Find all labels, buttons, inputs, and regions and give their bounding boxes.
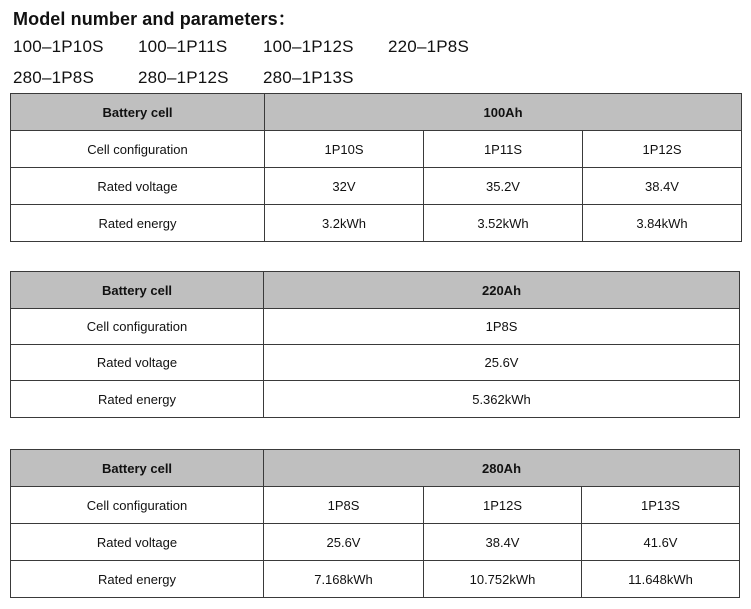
- row-label: Cell configuration: [11, 487, 264, 524]
- header-capacity: 100Ah: [265, 94, 742, 131]
- cell-value: 32V: [265, 168, 424, 205]
- header-label: Battery cell: [11, 272, 264, 309]
- row-label: Rated voltage: [11, 168, 265, 205]
- cell-value: 1P10S: [265, 131, 424, 168]
- spec-table-220ah: [10, 271, 740, 418]
- row-label: Rated energy: [11, 561, 264, 598]
- cell-value: 25.6V: [264, 524, 424, 561]
- header-capacity: 280Ah: [264, 450, 740, 487]
- row-label: Rated energy: [11, 205, 265, 242]
- model-number: 100–1P11S: [138, 37, 228, 56]
- cell-value: 3.2kWh: [265, 205, 424, 242]
- row-label: Rated voltage: [11, 524, 264, 561]
- table-row: [11, 168, 742, 205]
- row-label: Rated energy: [11, 381, 264, 418]
- spec-table-280ah: [10, 449, 740, 598]
- table-header-row: [11, 94, 742, 131]
- cell-value: 1P12S: [583, 131, 742, 168]
- cell-value: 1P8S: [264, 309, 740, 345]
- cell-value: 5.362kWh: [264, 381, 740, 418]
- table-row: [11, 309, 740, 345]
- row-label: Cell configuration: [11, 131, 265, 168]
- cell-value: 38.4V: [424, 524, 582, 561]
- table-row: [11, 524, 740, 561]
- header-label: Battery cell: [11, 94, 265, 131]
- table-row: [11, 381, 740, 418]
- row-label: Cell configuration: [11, 309, 264, 345]
- table-row: [11, 131, 742, 168]
- cell-value: 1P13S: [582, 487, 740, 524]
- table-row: [11, 561, 740, 598]
- cell-value: 1P11S: [424, 131, 583, 168]
- table-row: [11, 487, 740, 524]
- cell-value: 35.2V: [424, 168, 583, 205]
- cell-value: 11.648kWh: [582, 561, 740, 598]
- cell-value: 25.6V: [264, 345, 740, 381]
- table-header-row: [11, 272, 740, 309]
- row-label: Rated voltage: [11, 345, 264, 381]
- model-number: 100–1P10S: [13, 37, 104, 56]
- header-capacity: 220Ah: [264, 272, 740, 309]
- cell-value: 41.6V: [582, 524, 740, 561]
- model-number: 280–1P12S: [138, 68, 229, 87]
- model-number: 280–1P13S: [263, 68, 354, 87]
- page-title: Model number and parameters：: [13, 9, 296, 29]
- model-number: 220–1P8S: [388, 37, 470, 56]
- model-number: 100–1P12S: [263, 37, 354, 56]
- cell-value: 1P8S: [264, 487, 424, 524]
- model-number: 280–1P8S: [13, 68, 95, 87]
- header-label: Battery cell: [11, 450, 264, 487]
- table-header-row: [11, 450, 740, 487]
- cell-value: 38.4V: [583, 168, 742, 205]
- cell-value: 10.752kWh: [424, 561, 582, 598]
- table-row: [11, 205, 742, 242]
- spec-table-100ah: [10, 93, 742, 242]
- cell-value: 1P12S: [424, 487, 582, 524]
- cell-value: 3.52kWh: [424, 205, 583, 242]
- cell-value: 3.84kWh: [583, 205, 742, 242]
- cell-value: 7.168kWh: [264, 561, 424, 598]
- table-row: [11, 345, 740, 381]
